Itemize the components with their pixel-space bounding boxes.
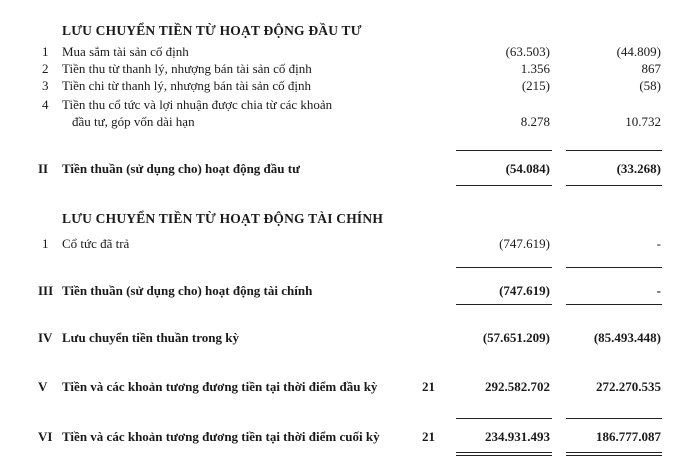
net-cash-flow-label: Lưu chuyển tiền thuần trong kỳ bbox=[62, 330, 239, 345]
item-label: Cổ tức đã trả bbox=[62, 236, 130, 251]
value-current: 234.931.493 bbox=[485, 429, 550, 444]
net-investing-label: Tiền thuần (sử dụng cho) hoạt động đầu tư bbox=[62, 161, 300, 176]
value-current: 1.356 bbox=[520, 61, 550, 76]
value-prior: 867 bbox=[641, 61, 661, 76]
item-number: 3 bbox=[42, 78, 49, 93]
item-number: 1 bbox=[42, 236, 49, 251]
note-reference: 21 bbox=[422, 379, 435, 394]
item-label: Tiền chi từ thanh lý, nhượng bán tài sản cố định bbox=[62, 78, 312, 93]
total-rule bbox=[456, 185, 552, 186]
subtotal-rule bbox=[456, 150, 552, 151]
subtotal-rule bbox=[566, 418, 662, 419]
item-number: 4 bbox=[42, 97, 49, 112]
subtotal-rule bbox=[456, 418, 552, 419]
value-prior: 186.777.087 bbox=[596, 429, 661, 444]
total-rule bbox=[566, 304, 662, 305]
value-current: (54.084) bbox=[505, 161, 550, 176]
total-rule bbox=[566, 185, 662, 186]
row-roman-numeral: II bbox=[38, 161, 49, 176]
value-prior: (44.809) bbox=[616, 44, 661, 59]
item-label-line2: đầu tư, góp vốn dài hạn bbox=[72, 114, 195, 129]
item-label: Mua sắm tài sản cố định bbox=[62, 44, 189, 59]
value-current: 8.278 bbox=[520, 114, 550, 129]
value-current: (63.503) bbox=[505, 44, 550, 59]
value-current: (215) bbox=[521, 78, 550, 93]
double-rule-bottom bbox=[566, 455, 662, 456]
value-current: (747.619) bbox=[499, 283, 550, 298]
value-prior: (85.493.448) bbox=[593, 330, 661, 345]
subtotal-rule bbox=[566, 267, 662, 268]
closing-cash-label: Tiền và các khoản tương đương tiền tại thời điểm cuối kỳ bbox=[62, 429, 380, 444]
value-current: (57.651.209) bbox=[482, 330, 550, 345]
value-current: 292.582.702 bbox=[485, 379, 550, 394]
item-number: 2 bbox=[42, 61, 49, 76]
double-rule-top bbox=[456, 452, 552, 453]
subtotal-rule bbox=[456, 267, 552, 268]
value-prior: (58) bbox=[639, 78, 661, 93]
row-roman-numeral: III bbox=[38, 283, 54, 298]
value-prior: (33.268) bbox=[616, 161, 661, 176]
value-prior: 272.270.535 bbox=[596, 379, 661, 394]
double-rule-bottom bbox=[456, 455, 552, 456]
opening-cash-label: Tiền và các khoản tương đương tiền tại thời điểm đầu kỳ bbox=[62, 379, 378, 394]
section-heading-financing: LƯU CHUYỂN TIỀN TỪ HOẠT ĐỘNG TÀI CHÍNH bbox=[62, 211, 384, 226]
note-reference: 21 bbox=[422, 429, 435, 444]
subtotal-rule bbox=[566, 150, 662, 151]
net-financing-label: Tiền thuần (sử dụng cho) hoạt động tài chính bbox=[62, 283, 313, 298]
row-roman-numeral: VI bbox=[38, 429, 53, 444]
total-rule bbox=[456, 304, 552, 305]
value-prior: - bbox=[656, 236, 661, 251]
section-heading-investing: LƯU CHUYỂN TIỀN TỪ HOẠT ĐỘNG ĐẦU TƯ bbox=[62, 23, 362, 38]
item-number: 1 bbox=[42, 44, 49, 59]
item-label: Tiền thu từ thanh lý, nhượng bán tài sản cố định bbox=[62, 61, 312, 76]
value-current: (747.619) bbox=[499, 236, 550, 251]
value-prior: 10.732 bbox=[625, 114, 661, 129]
double-rule-top bbox=[566, 452, 662, 453]
row-roman-numeral: IV bbox=[38, 330, 53, 345]
row-roman-numeral: V bbox=[38, 379, 48, 394]
item-label: Tiền thu cổ tức và lợi nhuận được chia từ các khoản bbox=[62, 97, 333, 112]
value-prior: - bbox=[656, 283, 661, 298]
